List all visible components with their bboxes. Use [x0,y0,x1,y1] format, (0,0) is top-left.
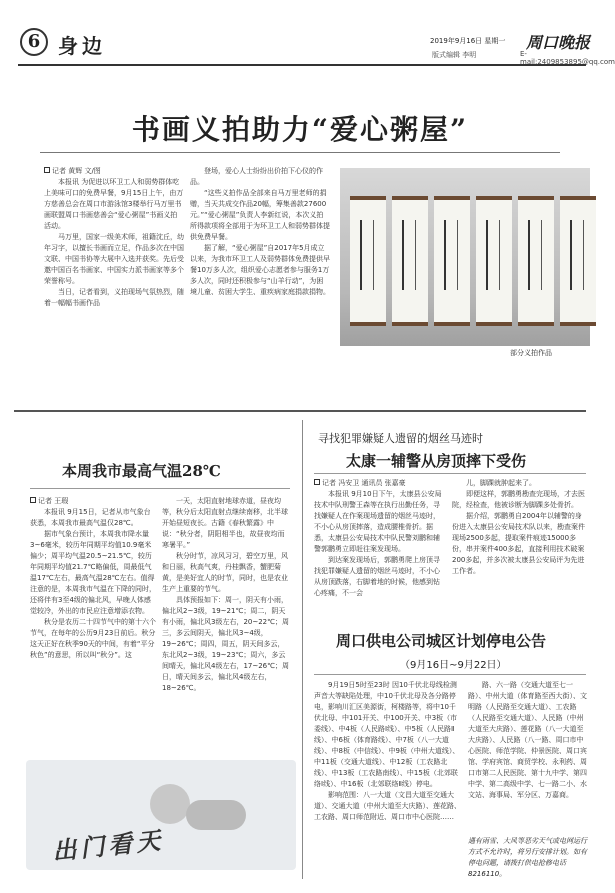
scroll-image [392,196,428,326]
paragraph: 影响范围：八一大道（文昌大道至交通大道）、交通大道（中州大道至大庆路）、莲花路、工农路、周口师范附近、周口市中心医院…… [314,791,461,821]
outage-notice: 遇有雨雪、大风等恶劣天气或电网运行方式不允许时，将另行安排计划。如有停电问题，请拨打供电抢修电话 8216110。 [468,837,587,878]
paragraph: “这些义拍作品全部来自马万里老师的捐赠，当天共成交作品20幅，筹集善款27600元。”“爱心粥屋”负责人李新红说，本次义拍所得款项将全部用于为环卫工人和弱势群体提供免费早餐。 [190,189,330,241]
paragraph: 秋分是农历二十四节气中的第十六个节气，在每年的公历9月23日前后。秋分这天正好在秋季90天的中间，有着“平分秋色”的意思，所以叫“秋分”。这 [30,618,156,659]
article1-headline: 书画义拍助力“爱心粥屋” [131,113,469,146]
article4-col1 [314,680,462,823]
paragraph: 本报讯 9月10日下午，太康县公安局技术中队刑警王森等在执行出勤任务，寻找嫌疑人在作案现场遗留的烟丝马迹时，不小心从房顶摔落，造成腰椎骨折。据悉，太康县公安局技术中队民警刘鹏和辅警郭鹏勇立即赶往案发现场。 [314,490,442,553]
paragraph: 路、六一路（交通大道至七一路）、中州大道（体育路至西大街）、文明路（人民路至交通大道）、工农路（人民路至交通大道）、人民路（中州大道至大庆路）、莲花路（八一大道至大庆路）、人民路（八一路、周口市中心医院、师范学院、仲景医院、周口宾馆、学府宾馆、商贸学校、永利药、周口市第二人民医院、第十九中学、第四中学、第二高级中学、七一路二小、水文站、海事局、军分区、万嘉商。 [468,681,587,799]
scroll-image [350,196,386,326]
cloud-icon [186,800,246,830]
scroll-image [560,196,596,326]
sun-icon [150,784,190,824]
paragraph: 当日，记者看到，义拍现场气氛热烈，随着一幅幅书画作品 [44,288,184,307]
section-divider [14,410,586,412]
paper-name: 周口晚报 [526,33,591,52]
scroll-image [518,196,554,326]
scroll-image [434,196,470,326]
paragraph: 9月19日5时至23时 因10千伏北母线检测声音大等缺陷处理，中10千伏北母及各分路停电，影响川汇区美源街，柯楼路等，将中10千伏北母、中101开关、中100开关、中3板（市委线）、中4板（人民路Ⅰ线）、中5板（人民路Ⅱ线）、中6板（体育路线）、中7板（八一大道线）、中8板（中信线）、中9板（中州大道线）、中11板（交通大道线）、中12板（工农路北线）、中13板（工农路南线）、中15板（北郊联络Ⅰ线）、中16板（北郊联络Ⅱ线）停电。 [314,681,460,788]
paragraph: 据市气象台预计，本周我市降水量3~6毫米，较历年同期平均值10.9毫米偏少；周平均气温20.5~21.5℃，较历年同期平均值21.7℃略偏低，周最低气温17℃左右，最高气温28℃左右。值得注意的是，本周我市气温在下降的同时，还将伴有3至4级的偏北风，早晚人体感觉较冷，外出的市民应注意增添衣物。 [30,530,156,615]
article1-rule [40,152,560,153]
paragraph: 本报讯 为促进以环卫工人和弱势群体吃上美味可口的免费早餐，9月15日上午，由万方慈善总会在周口市游泳馆3楼举行马万里书画联盟周口书画慈善会“爱心粥屋”书画义拍活动。 [44,178,184,230]
article2-headline: 本周我市最高气温28℃ [62,462,221,480]
paragraph: 本报讯 9月15日，记者从市气象台获悉，本周我市最高气温仅28℃。 [30,508,151,527]
column-divider [302,420,303,879]
section-title: 身边 [58,34,106,58]
article2-rule [30,488,290,489]
paragraph: 据了解，“爱心粥屋”自2017年5月成立以来，为我市环卫工人及弱势群体免费提供早餐10万多人次，组织爱心志愿者参与服务1万多人次，同时还积极参与“山羊行动”，为困境儿童、贫困大学生、重疾病家庭捐款捐物。 [190,244,330,296]
article1-col2 [190,166,330,298]
article2-byline: 记者 王瑕 [30,496,156,507]
paragraph: 儿，脚踝就肿起来了。 [466,479,536,487]
paragraph: 具体预报如下：周一，阴天有小雨，偏北风2~3级，19~21℃；周二，阴天有小雨，偏北风3级左右，20~22℃；周三，多云间阴天，偏北风3~4级，19~26℃；周四，周五，阴天间多云，东北风2~3级，19~23℃；周六，多云间晴天，偏北风4级左右，17~26℃；周日，晴天间多云，偏北风4级左右，18~26℃。 [162,596,289,692]
article3-kicker: 寻找犯罪嫌疑人遗留的烟丝马迹时 [318,432,483,445]
page-number: 6 [20,28,48,56]
article3-col1 [314,478,446,599]
article2-col2 [162,496,290,694]
article3-byline: 记者 冯安卫 通讯员 张嘉豪 [314,478,446,489]
scroll-image [476,196,512,326]
paragraph: 据介绍，郭鹏勇自2004年以辅警的身份进入太康县公安局技术队以来，勘查案件现场2500多起，提取案件痕迹15000多份，串并案件400多起，直接利用技术破案200多起，并多次被太康县公安局评为先进工作者。 [452,512,585,575]
paragraph: 一天，太阳直射地球赤道，昼夜均等，秋分后太阳直射点继续南移，北半球开始昼短夜长。古籍《春秋繁露》中说：“秋分者，阴阳相半也，故昼夜均而寒暑平。” [162,497,288,549]
weather-graphic-text: 出门看天 [51,825,166,866]
article3-headline: 太康一辅警从房顶摔下受伤 [346,452,527,470]
article4-rule [314,674,586,675]
paragraph: 登场，爱心人士纷纷出价拍下心仪的作品。 [190,167,323,186]
article2-col1 [30,496,156,661]
article4-headline: 周口供电公司城区计划停电公告 [336,632,547,650]
article3-rule [314,473,586,474]
article1-col1 [44,166,184,309]
article3-col2 [452,478,588,577]
date-line: 2019年9月16日 星期一 [430,37,506,45]
editor-email: E-mail:2409853895@qq.com [520,50,615,66]
paragraph: 秋分时节，凉风习习，碧空万里，风和日丽，秋高气爽，丹桂飘香，蟹肥菊黄，是美好宜人的时节，同时，也是农业生产上重要的节气。 [162,552,288,593]
paragraph: 即便这样，郭鹏勇勘查完现场，才去医院，经检查，他被诊断为脚踝多处骨折。 [452,490,585,509]
article1-byline: 记者 黄辉 文/图 [44,166,184,177]
article4-subtitle: （9月16日~9月22日） [400,660,507,671]
header-rule [18,64,586,66]
photo-caption: 部分义拍作品 [510,349,552,357]
calligraphy-photo [340,168,590,346]
paragraph: 马万里，国家一级美术师，祖籍沈丘，幼年习字，以擅长书画而立足，作品多次在中国文联、中国书协等大展中入选并获奖。先后受邀中国百名书画家、中国实力派书画家等多个荣誉称号。 [44,233,184,285]
editor-credit: 版式编辑 李明 [432,51,477,59]
article4-col2 [468,680,588,801]
paragraph: 到达案发现场后，郭鹏勇爬上房顶寻找犯罪嫌疑人遗留的烟丝马迹时，不小心从房顶跌落，右脚着地的时候，他感到钻心疼痛，不一会 [314,556,440,597]
